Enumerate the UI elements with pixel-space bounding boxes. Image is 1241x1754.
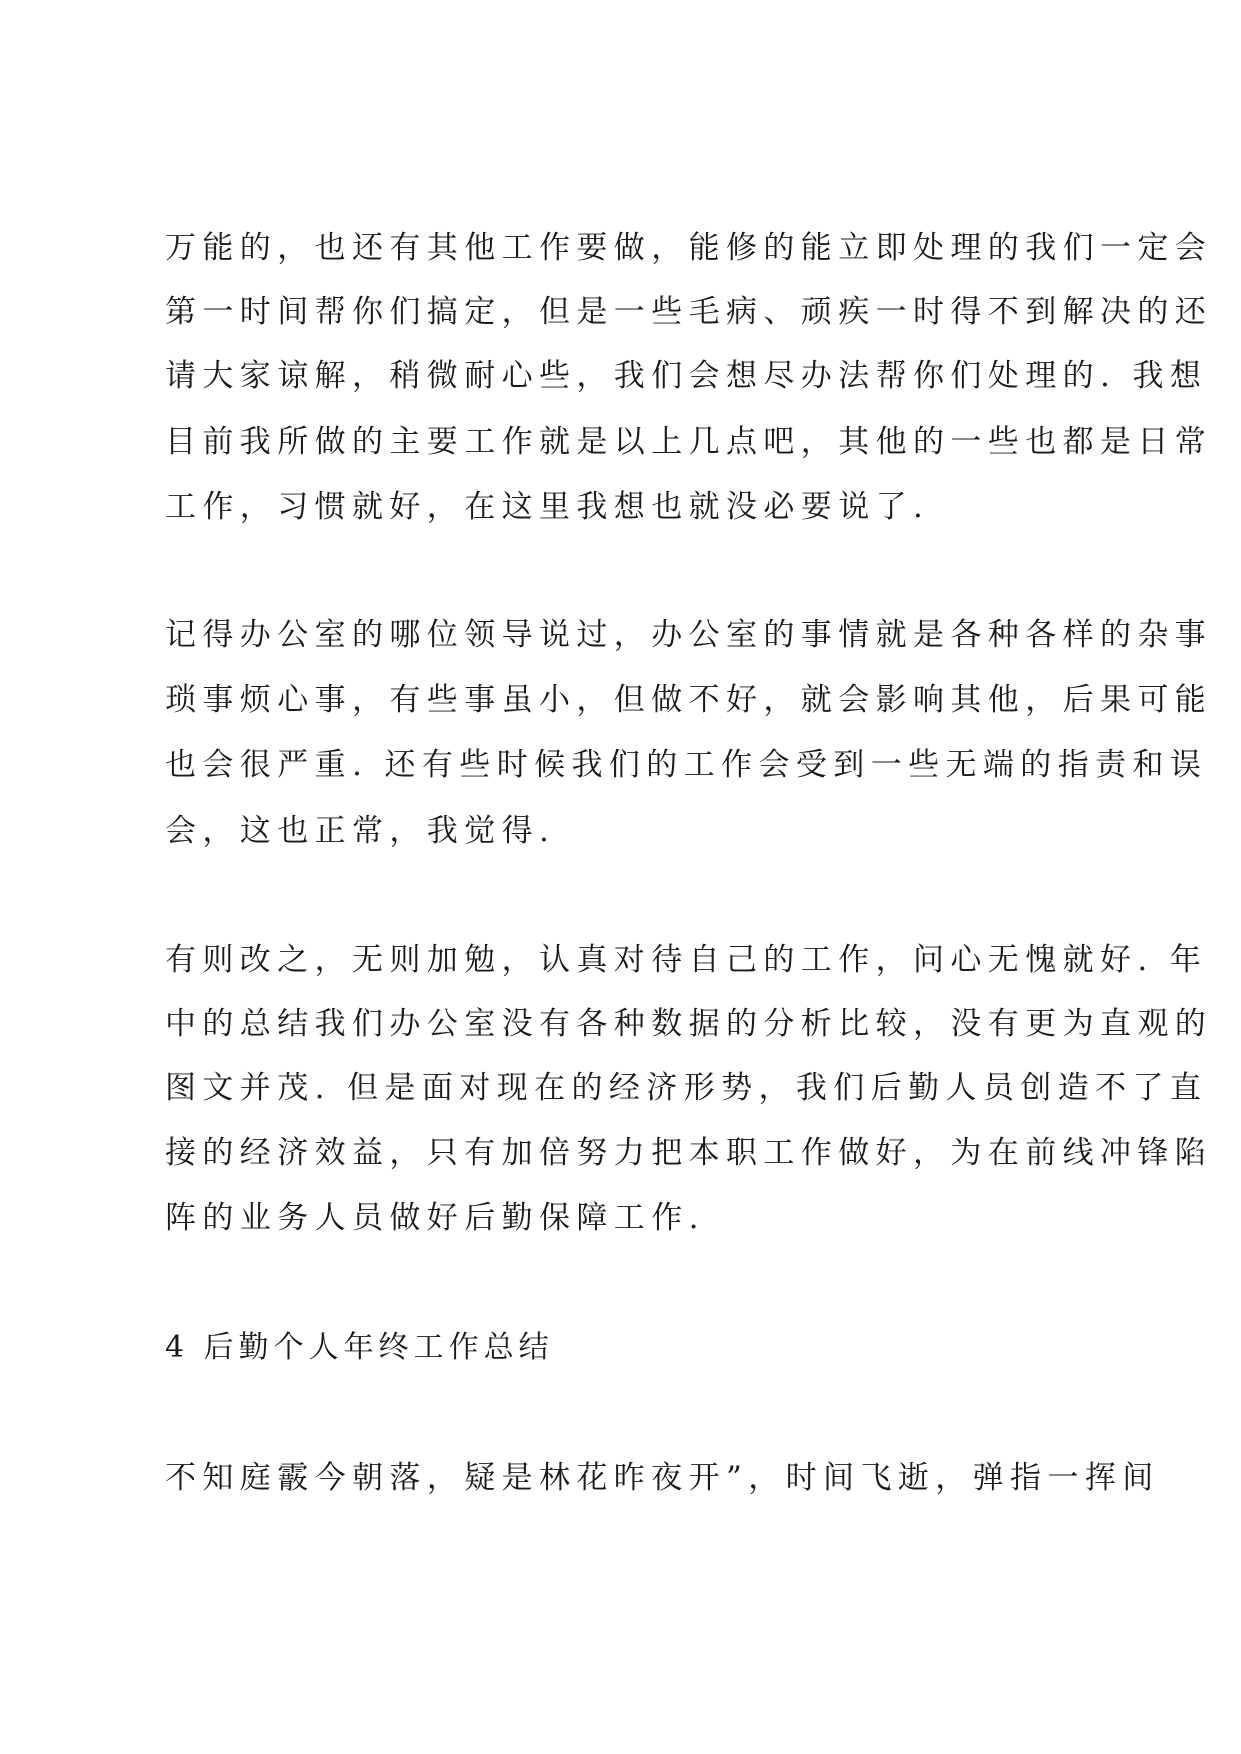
paragraph-1-line-2: 第一时间帮你们搞定，但是一些毛病、顽疾一时得不到解决的还	[165, 294, 1213, 330]
paragraph-1-line-1: 万能的，也还有其他工作要做，能修的能立即处理的我们一定会	[165, 230, 1213, 266]
paragraph-4-line-1: 不知庭霰今朝落，疑是林花昨夜开”，时间飞逝，弹指一挥间	[165, 1460, 1160, 1496]
paragraph-3-line-4: 接的经济效益，只有加倍努力把本职工作做好，为在前线冲锋陷	[165, 1135, 1213, 1171]
paragraph-3-line-2: 中的总结我们办公室没有各种数据的分析比较，没有更为直观的	[165, 1006, 1213, 1042]
paragraph-1-line-4: 目前我所做的主要工作就是以上几点吧，其他的一些也都是日常	[165, 424, 1213, 460]
paragraph-2-line-1: 记得办公室的哪位领导说过，办公室的事情就是各种各样的杂事	[165, 617, 1213, 653]
paragraph-1-line-3: 请大家谅解，稍微耐心些，我们会想尽办法帮你们处理的. 我想	[165, 358, 1208, 394]
paragraph-1-line-5: 工作，习惯就好，在这里我想也就没必要说了.	[165, 489, 930, 525]
paragraph-2-line-3: 也会很严重. 还有些时候我们的工作会受到一些无端的指责和误	[165, 747, 1208, 783]
paragraph-3-line-3: 图文并茂. 但是面对现在的经济形势，我们后勤人员创造不了直	[165, 1070, 1208, 1106]
paragraph-3-line-1: 有则改之，无则加勉，认真对待自己的工作，问心无愧就好. 年	[165, 942, 1208, 978]
paragraph-2-line-4: 会，这也正常，我觉得.	[165, 813, 556, 849]
section-heading: 4 后勤个人年终工作总结	[165, 1330, 554, 1365]
paragraph-3-line-5: 阵的业务人员做好后勤保障工作.	[165, 1200, 705, 1236]
paragraph-2-line-2: 琐事烦心事，有些事虽小，但做不好，就会影响其他，后果可能	[165, 682, 1213, 718]
